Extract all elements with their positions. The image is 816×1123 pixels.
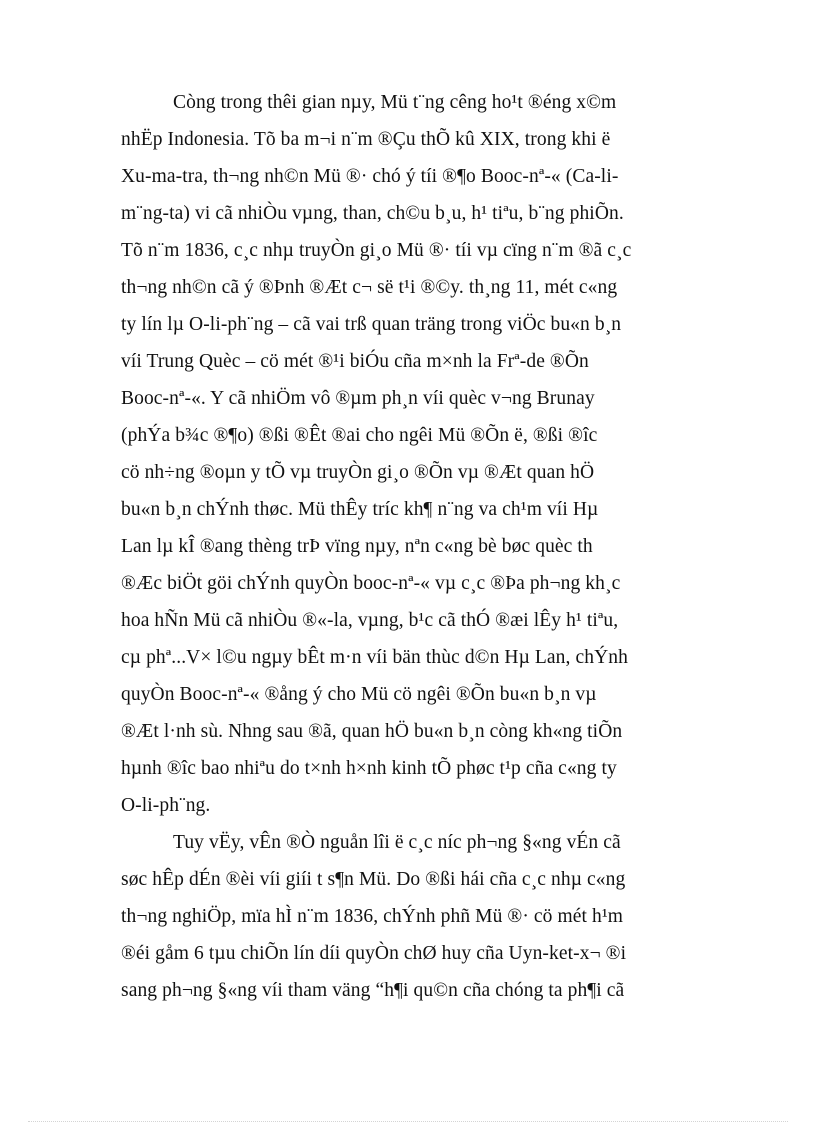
text-line: Tuy vËy, vÊn ®Ò nguån lîi ë c¸c níc ph¬ng §«ng vÉn cã	[173, 832, 621, 853]
text-line: Xu-ma-tra, th¬ng nh©n Mü ®· chó ý tíi ®¶o Booc-nª-« (Ca-li-	[121, 166, 619, 187]
text-line: cö nh÷ng ®oµn y tÕ vµ truyÒn gi¸o ®Õn vµ ®Æt quan hÖ	[121, 462, 595, 483]
text-line: víi Trung Quèc – cö mét ®¹i biÓu cña m×nh la Frª-de ®Õn	[121, 351, 589, 372]
text-line: O-li-ph¨ng.	[121, 795, 211, 816]
text-line: Lan lµ kÎ ®ang thèng trÞ vïng nµy, nªn c«ng bè bøc quèc th	[121, 536, 593, 557]
text-line: hµnh ®îc bao nhiªu do t×nh h×nh kinh tÕ phøc t¹p cña c«ng ty	[121, 758, 617, 779]
text-line: cµ phª...V× l©u ngµy bÊt m·n víi bän thùc d©n Hµ Lan, chÝnh	[121, 647, 628, 668]
text-line: søc hÊp dÉn ®èi víi giíi t s¶n Mü. Do ®ßi hái cña c¸c nhµ c«ng	[121, 869, 626, 890]
text-line: ®éi gåm 6 tµu chiÕn lín díi quyÒn chØ huy cña Uyn-ket-x¬ ®i	[121, 943, 627, 964]
text-line: m¨ng-ta) vi cã nhiÒu vµng, than, ch©u b¸u, h¹ tiªu, b¨ng phiÕn.	[121, 203, 624, 224]
text-line: Tõ n¨m 1836, c¸c nhµ truyÒn gi¸o Mü ®· tíi vµ cïng n¨m ®ã c¸c	[121, 240, 632, 261]
text-line: nhËp Indonesia. Tõ ba m¬i n¨m ®Çu thÕ kû XIX, trong khi ë	[121, 129, 611, 150]
text-line: ®Æt l·nh sù. Nhng sau ®ã, quan hÖ bu«n b¸n còng kh«ng tiÕn	[121, 721, 623, 742]
text-line: quyÒn Booc-nª-« ®ång ý cho Mü cö ngêi ®Õn bu«n b¸n vµ	[121, 684, 597, 705]
text-line: Booc-nª-«. Y cã nhiÖm vô ®µm ph¸n víi quèc v¬ng Brunay	[121, 388, 595, 409]
text-line: ty lín lµ O-li-ph¨ng – cã vai trß quan träng trong viÖc bu«n b¸n	[121, 314, 622, 335]
text-line: th¬ng nghiÖp, mïa hÌ n¨m 1836, chÝnh phñ Mü ®· cö mét h¹m	[121, 906, 624, 927]
text-line: th¬ng nh©n cã ý ®Þnh ®Æt c¬ së t¹i ®©y. th¸ng 11, mét c«ng	[121, 277, 618, 298]
text-line: bu«n b¸n chÝnh thøc. Mü thÊy tríc kh¶ n¨ng va ch¹m víi Hµ	[121, 499, 599, 520]
text-line: hoa hÑn Mü cã nhiÒu ®«-la, vµng, b¹c cã thÓ ®æi lÊy h¹ tiªu,	[121, 610, 619, 631]
page-bottom-divider	[28, 1121, 788, 1122]
text-line: ®Æc biÖt göi chÝnh quyÒn booc-nª-« vµ c¸c ®Þa ph¬ng kh¸c	[121, 573, 621, 594]
text-line: (phÝa b¾c ®¶o) ®ßi ®Êt ®ai cho ngêi Mü ®Õn ë, ®ßi ®îc	[121, 425, 598, 446]
text-line: Còng trong thêi gian nµy, Mü t¨ng cêng ho¹t ®éng x©m	[173, 92, 617, 113]
text-line: sang ph¬ng §«ng víi tham väng “h¶i qu©n cña chóng ta ph¶i cã	[121, 980, 625, 1001]
